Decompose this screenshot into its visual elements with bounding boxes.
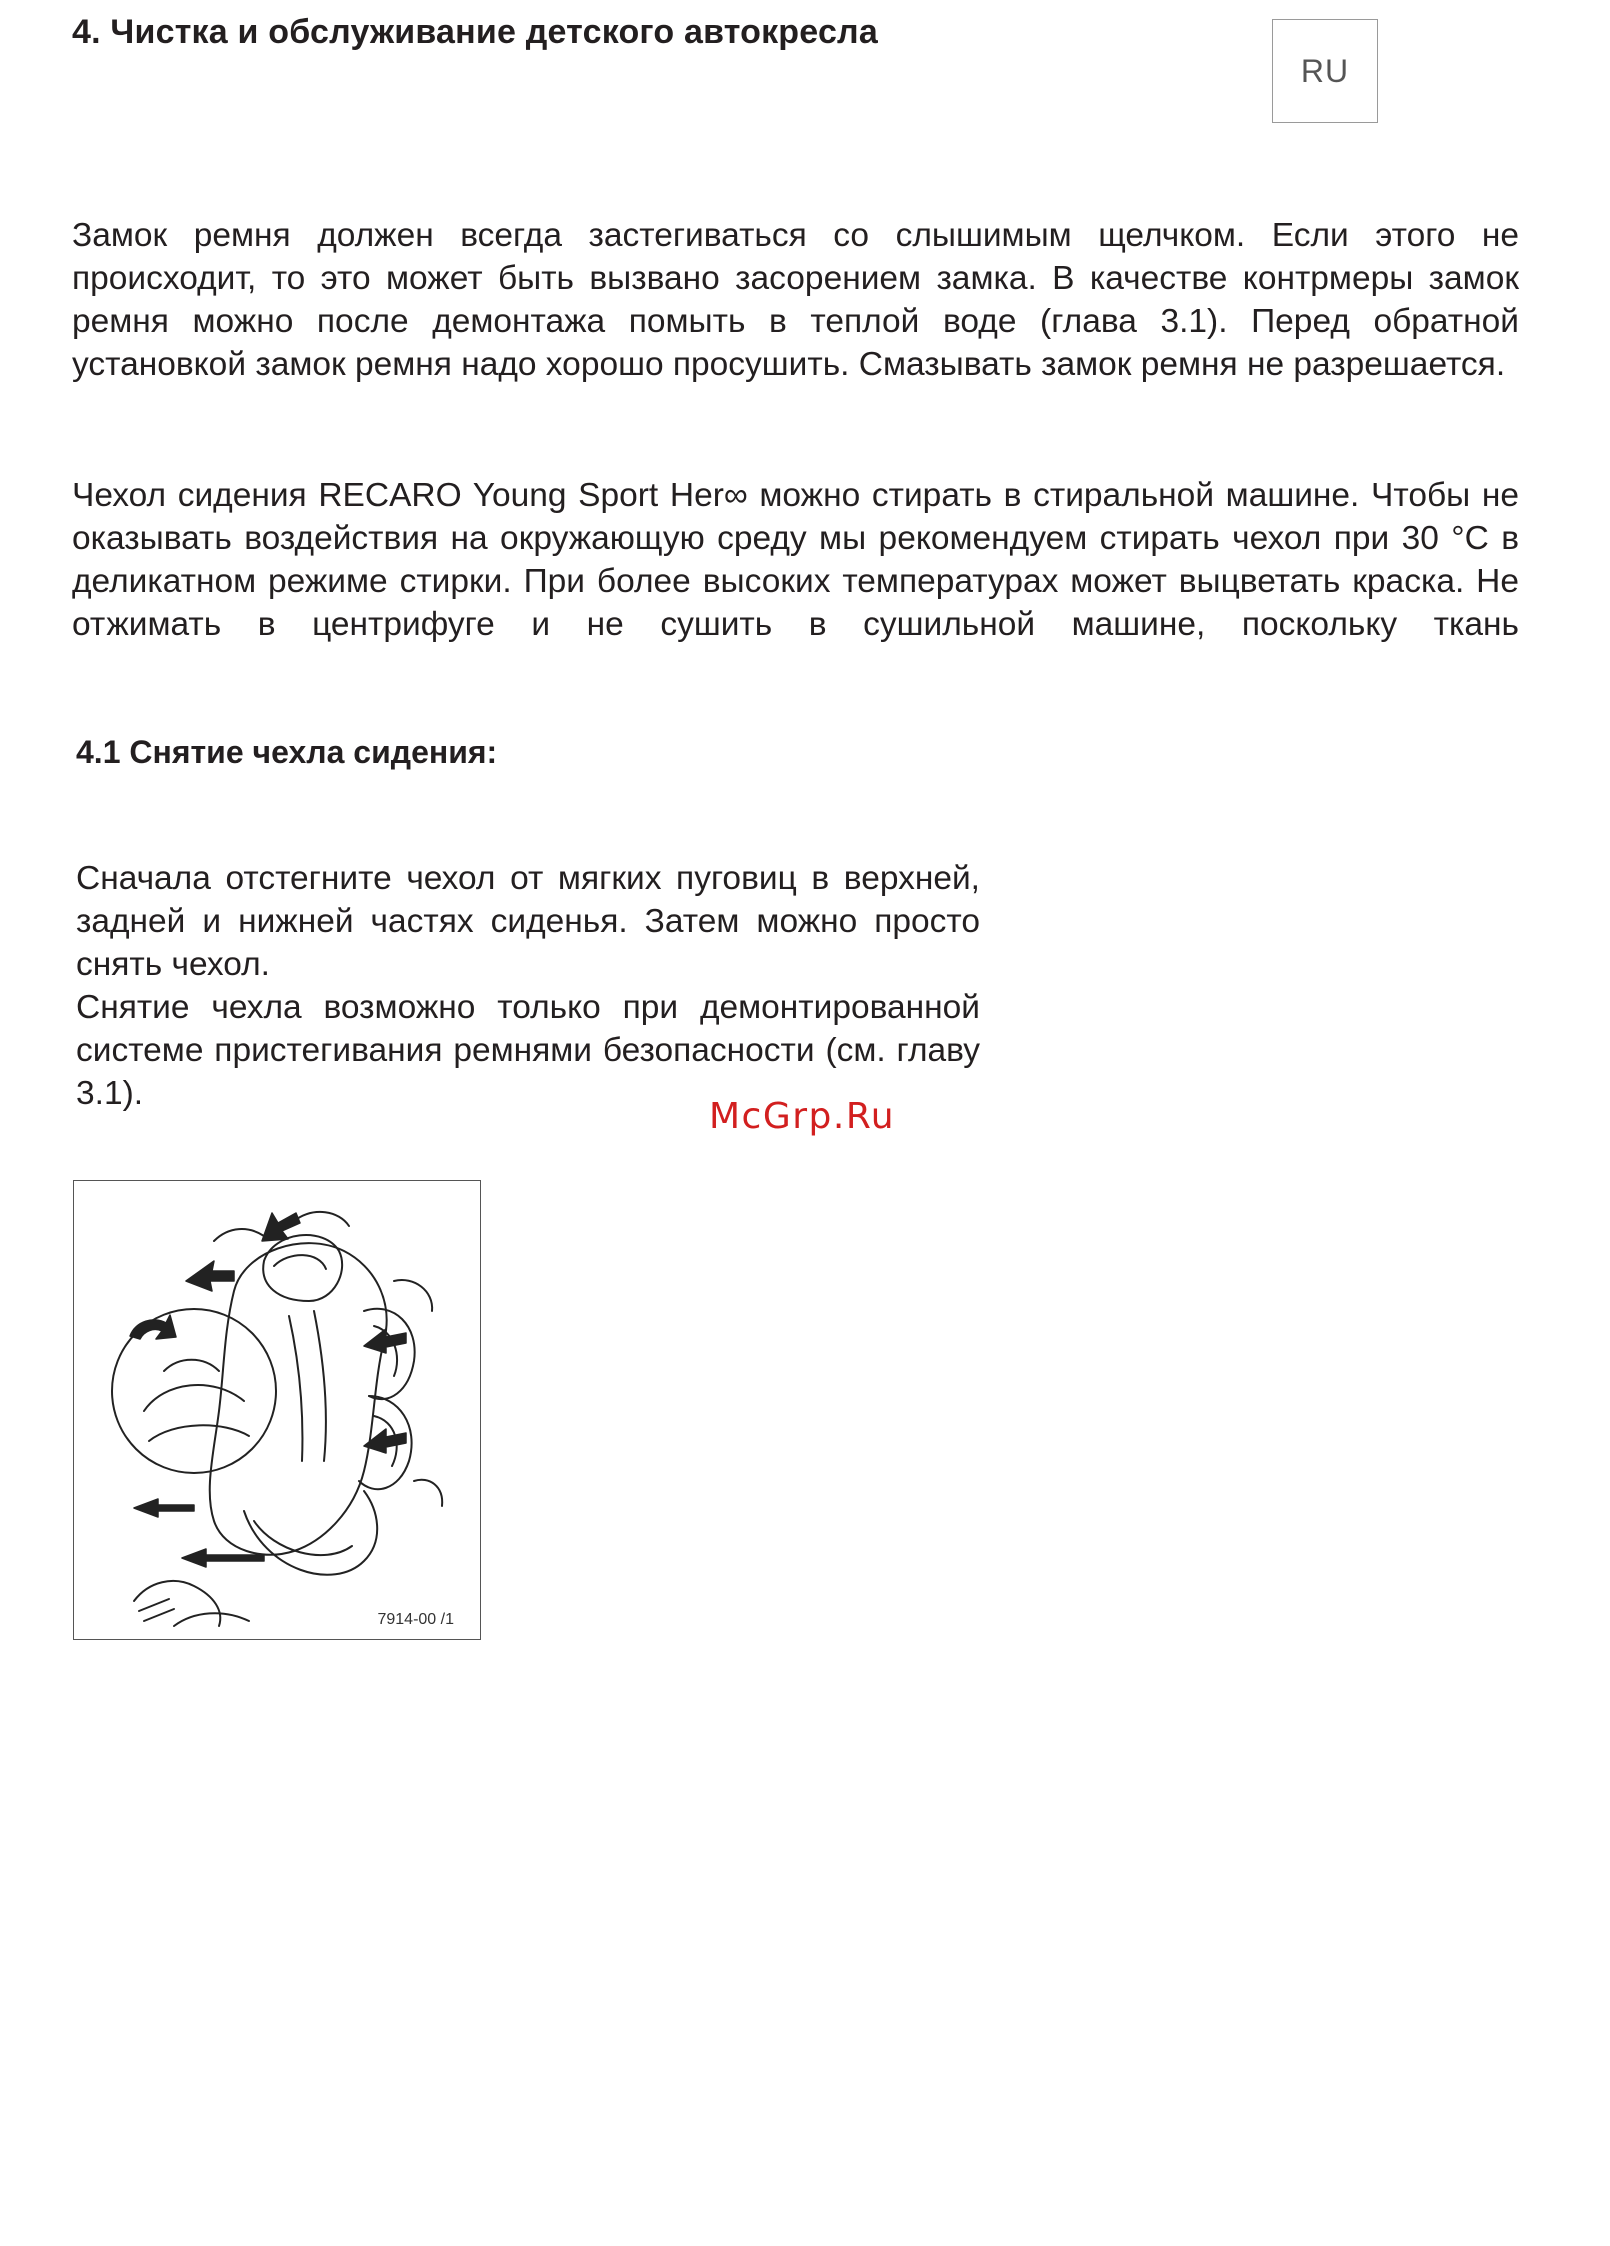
paragraph-belt-buckle: Замок ремня должен всегда застегиваться со слышимым щелчком. Если этого не происходит, то это может быть вызвано засорением замка. В качестве контрмеры замок ремня можно после демонтажа помыть в теплой воде (глава 3.1). Перед обратной установкой замок ремня надо хорошо просушить. Смазывать замок ремня не разрешается.: [72, 217, 1519, 383]
cover-removal-note: Снятие чехла возможно только при демонтированной системе пристегивания ремнями безопасности (см. главу 3.1).: [76, 989, 980, 1112]
car-seat-drawing: [74, 1181, 482, 1641]
section-title-cover-removal: 4.1 Снятие чехла сидения:: [76, 734, 498, 770]
figure-code: 7914-00 /1: [377, 1611, 454, 1628]
page-title: 4. Чистка и обслуживание детского автокресла: [72, 13, 878, 51]
watermark: McGrp.Ru: [709, 1096, 896, 1137]
cover-removal-step-1: Сначала отстегните чехол от мягких пуговиц в верхней, задней и нижней частях сиденья. Затем можно просто снять чехол.: [76, 860, 980, 983]
paragraph-seat-cover-washing: Чехол сидения RECARO Young Sport Her∞ можно стирать в стиральной машине. Чтобы не оказывать воздействия на окружающую среду мы рекомендуем стирать чехол при 30 °C в деликатном режиме стирки. При более высоких температурах может выцветать краска. Не отжимать в центрифуге и не сушить в сушильной машине, поскольку ткань: [72, 477, 1519, 643]
seat-cover-removal-illustration: [73, 1180, 481, 1640]
cover-removal-instructions: [76, 857, 980, 1115]
language-badge: RU: [1272, 19, 1378, 123]
